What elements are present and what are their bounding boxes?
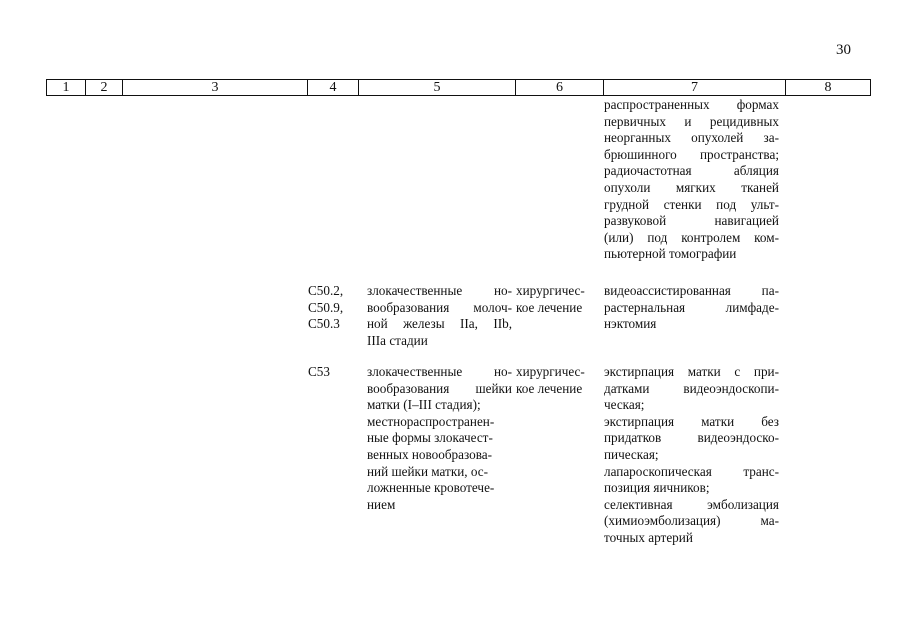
table-line: экстирпация матки с при- [604,364,779,379]
table-line: хирургичес- [516,364,585,379]
table-line: пическая; [604,446,659,462]
row2-icd-code-cell [308,283,358,333]
table-line: опухоли мягких тканей [604,179,779,195]
table-line: ложненные кровотече- [367,480,495,496]
column-number-8: 8 [786,80,871,96]
table-line: точных артерий [604,529,693,545]
page-number: 30 [836,42,851,58]
table-line: растернальная лимфаде- [604,299,779,315]
column-number-4: 4 [308,80,359,96]
table-line: придатков видеоэндоско- [604,430,779,446]
column-number-1: 1 [47,80,86,96]
table-line: лапароскопическая транс- [604,463,779,479]
row3-methods-cell [604,364,779,547]
table-line: развуковой навигацией [604,213,779,229]
row3-treatment-type-cell [516,364,598,397]
table-line: (химиоэмболизация) ма- [604,513,779,529]
column-number-6: 6 [516,80,604,96]
table-line: видеоассистированная па- [604,283,779,298]
table-line: датками видеоэндоскопи- [604,380,779,396]
table-line: ний шейки матки, ос- [367,463,489,479]
table-line: злокачественные но- [367,364,512,379]
table-line: матки (I–III стадия); [367,397,481,413]
table-line: пьютерной томографии [604,246,737,262]
table-line: селективная эмболизация [604,496,779,512]
table-line: хирургичес- [516,283,585,298]
column-number-row [46,79,871,96]
row3-diagnosis-cell [367,364,512,513]
icd-code: C50.9, [308,299,344,315]
table-line: кое лечение [516,299,583,315]
table-line: злокачественные но- [367,283,512,298]
table-line: брюшинного пространства; [604,146,779,162]
table-line: (или) под контролем ком- [604,229,779,245]
table-line: местнораспространен- [367,413,495,429]
row3-icd-code-cell [308,364,358,381]
row2-methods-cell [604,283,779,333]
row2-diagnosis-cell [367,283,512,349]
row2-treatment-type-cell [516,283,598,316]
icd-code: C53 [308,364,330,379]
table-line: радиочастотная абляция [604,163,779,179]
table-line: грудной стенки под ульт- [604,196,779,212]
table-line: ные формы злокачест- [367,430,493,446]
column-number-3: 3 [123,80,308,96]
table-line: IIIa стадии [367,332,428,348]
row1-methods-cell [604,97,779,263]
table-line: ческая; [604,397,645,413]
table-line: первичных и рецидивных [604,113,779,129]
table-line: ной железы IIa, IIb, [367,316,512,332]
column-number-7: 7 [604,80,786,96]
table-line: распространенных формах [604,97,779,112]
table-line: позиция яичников; [604,480,710,496]
table-line: экстирпация матки без [604,413,779,429]
table-line: нэктомия [604,316,657,332]
icd-code: C50.3 [308,316,340,332]
column-number-5: 5 [359,80,516,96]
table-line: кое лечение [516,380,583,396]
table-line: вообразования шейки [367,380,512,396]
table-line: неорганных опухолей за- [604,130,779,146]
column-number-2: 2 [86,80,123,96]
table-line: вообразования молоч- [367,299,512,315]
table-line: венных новообразова- [367,446,493,462]
table-line: нием [367,496,396,512]
icd-code: C50.2, [308,283,344,298]
